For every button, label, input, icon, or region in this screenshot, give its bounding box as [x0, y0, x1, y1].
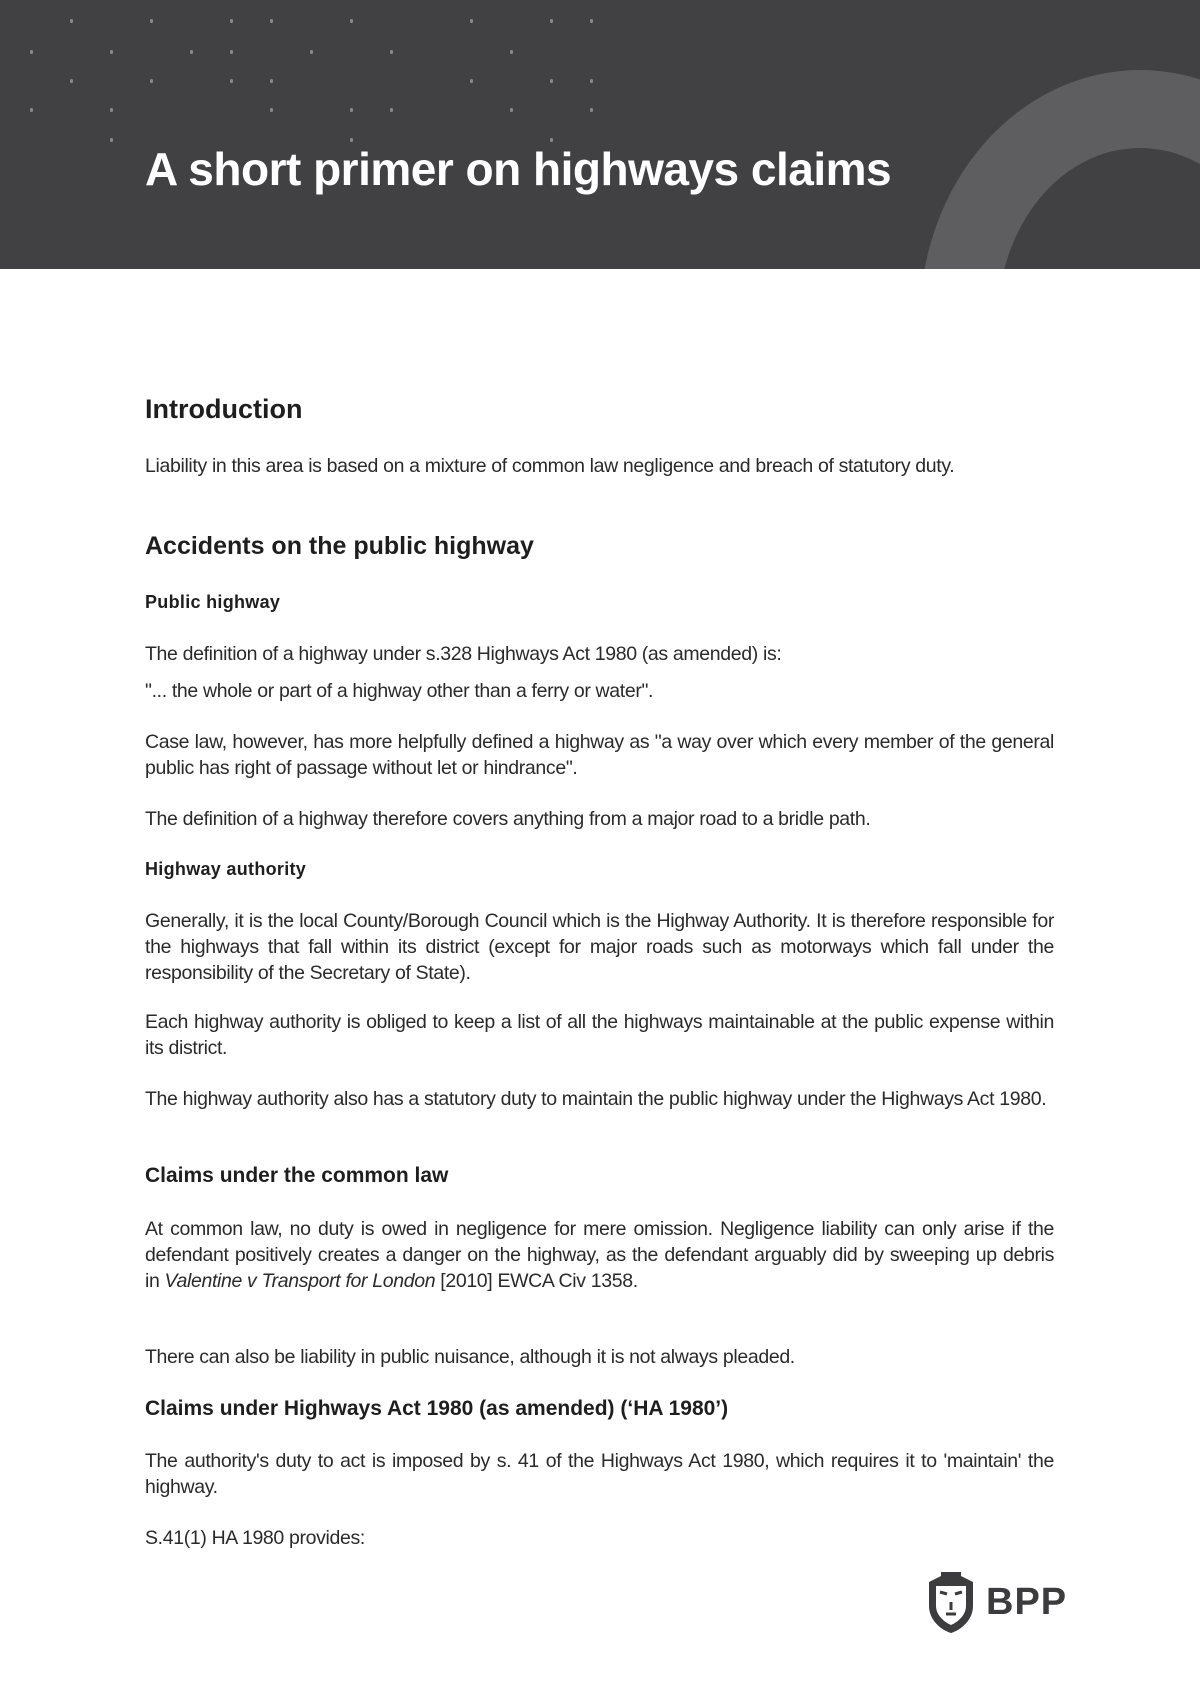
- common-law-heading: Claims under the common law: [145, 1164, 449, 1187]
- public-highway-heading: Public highway: [145, 592, 281, 612]
- decorative-dot: [70, 79, 73, 83]
- accidents-heading: Accidents on the public highway: [145, 532, 534, 560]
- decorative-dot: [390, 108, 393, 112]
- common-law-text: [145, 1216, 1054, 1294]
- highway-authority-heading: Highway authority: [145, 859, 307, 879]
- bpp-logo: [924, 1570, 1067, 1634]
- decorative-arc: [920, 70, 1200, 269]
- decorative-dot: [110, 50, 113, 54]
- decorative-dot: [470, 19, 473, 23]
- introduction-text: Liability in this area is based on a mixture of common law negligence and breach of statutory duty.: [145, 455, 955, 477]
- decorative-dot: [150, 79, 153, 83]
- decorative-dot: [230, 19, 233, 23]
- decorative-dot: [110, 138, 113, 142]
- case-citation: Valentine v Transport for London: [164, 1270, 436, 1292]
- case-law-text: Case law, however, has more helpfully defined a highway as "a way over which every member of the general public has right of passage without let or hindrance".: [145, 731, 1054, 779]
- decorative-dot: [590, 108, 593, 112]
- s41-text: S.41(1) HA 1980 provides:: [145, 1527, 365, 1549]
- decorative-dot: [70, 19, 73, 23]
- generally-text: Generally, it is the local County/Borough Council which is the Highway Authority. It is therefore responsible for the highways that fall within its district (except for major roads such as motorways which fall under the responsibility of the Secretary of State).: [145, 910, 1054, 984]
- list-text: Each highway authority is obliged to keep a list of all the highways maintainable at the public expense within its district.: [145, 1011, 1054, 1059]
- decorative-dot: [470, 79, 473, 83]
- decorative-dot: [30, 108, 33, 112]
- decorative-dot: [110, 108, 113, 112]
- decorative-dot: [230, 50, 233, 54]
- covers-text: The definition of a highway therefore covers anything from a major road to a bridle path.: [145, 808, 871, 830]
- decorative-dot: [310, 50, 313, 54]
- decorative-dot: [590, 19, 593, 23]
- decorative-dot: [230, 79, 233, 83]
- decorative-dot: [510, 108, 513, 112]
- decorative-dot: [590, 79, 593, 83]
- decorative-dot: [270, 108, 273, 112]
- decorative-dot: [30, 50, 33, 54]
- statutory-duty-text: The highway authority also has a statutory duty to maintain the public highway under the Highways Act 1980.: [145, 1088, 1047, 1110]
- introduction-heading: Introduction: [145, 394, 303, 424]
- ha-text: The authority's duty to act is imposed by s. 41 of the Highways Act 1980, which requires it to 'maintain' the highway.: [145, 1450, 1054, 1498]
- decorative-dot: [270, 79, 273, 83]
- decorative-dot: [350, 108, 353, 112]
- definition-text: The definition of a highway under s.328 Highways Act 1980 (as amended) is:: [145, 643, 782, 665]
- common-law-text-part: At common law, no duty is owed in negligence for mere omission. Negligence liability can only arise if the defendant positively creates a danger on the highway, as the defendant arguably did by sweeping up debris in: [145, 1218, 1054, 1292]
- logo-text: BPP: [986, 1580, 1068, 1623]
- decorative-dot: [150, 19, 153, 23]
- decorative-dot: [550, 19, 553, 23]
- decorative-dot: [270, 19, 273, 23]
- nuisance-text: There can also be liability in public nuisance, although it is not always pleaded.: [145, 1346, 795, 1368]
- common-law-text-part: [2010] EWCA Civ 1358.: [435, 1270, 638, 1292]
- decorative-dot: [550, 79, 553, 83]
- title-banner: [0, 0, 1200, 269]
- page-title: A short primer on highways claims: [145, 143, 892, 195]
- decorative-dot: [350, 19, 353, 23]
- decorative-dot: [510, 50, 513, 54]
- lion-shield-icon: [924, 1570, 978, 1634]
- decorative-dot: [390, 50, 393, 54]
- definition-quote: "... the whole or part of a highway other than a ferry or water".: [145, 680, 654, 702]
- decorative-dot: [190, 50, 193, 54]
- ha-heading: Claims under Highways Act 1980 (as amended) (‘HA 1980’): [145, 1397, 729, 1420]
